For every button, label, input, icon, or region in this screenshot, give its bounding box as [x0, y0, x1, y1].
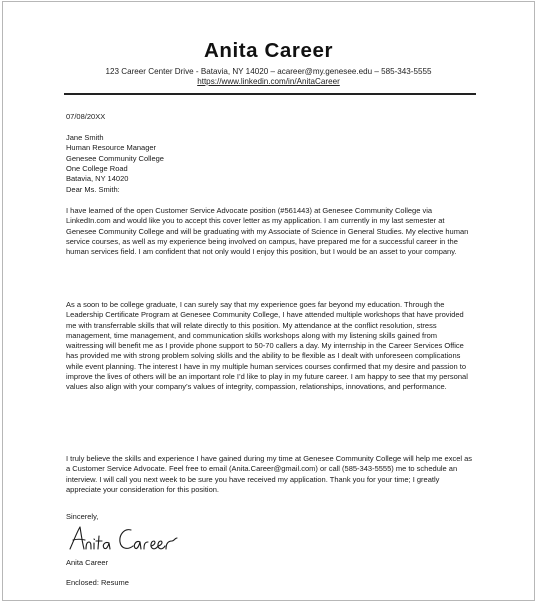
sender-contact-line: 123 Career Center Drive - Batavia, NY 14020 – acareer@my.genesee.edu – 585-343-5555 [105, 67, 432, 76]
recipient-line: One College Road [66, 163, 128, 173]
body-paragraph: I truly believe the skills and experience I have gained during my time at Genesee Community College will help me excel as a Customer Service Advocate. Feel free to email (Anita.Career@gmail.com) or call (585-343-5555) me to schedule an interview. I will call you next week to be sure you have received my application. Thank you for your time; I greatly appreciate your consideration for this position. [66, 454, 473, 494]
linkedin-line [3, 77, 534, 86]
salutation: Dear Ms. Smith: [66, 185, 120, 194]
body-paragraph: I have learned of the open Customer Service Advocate position (#561443) at Genesee Community College via LinkedIn.com and would like you to accept this cover letter as my application. I am currently in my last semester at Genesee Community College and will be graduating with my Associate of Science in General Studies. My elective human service courses, as well as my experience being involved on campus, have prepared me for a successful career in the human services field. I am confident that not only would I enjoy this position, but I would be an asset to your company. [66, 206, 469, 257]
linkedin-link[interactable]: https://www.linkedin.com/in/AnitaCareer [197, 77, 340, 86]
enclosure-note: Enclosed: Resume [66, 578, 129, 587]
header-divider [64, 93, 476, 95]
letter-page [2, 1, 535, 601]
recipient-line: Jane Smith [66, 133, 104, 142]
body-paragraph: As a soon to be college graduate, I can surely say that my experience goes far beyond my education. Through the Leadership Certificate Program at Genesee Community College, I have attended multiple workshops that have provided me with transferrable skills that will relate directly to this position. My attendance at the conflict resolution, stress management, time management, and communication skills workshops along with my listening skills gained from waitressing will benefit me as I provide phone support to 50-70 callers a day. My internship in the Career Services Office has provided me with strong problem solving skills and the ability to be flexible as I dealt with unforeseen complications while event planning. The interest I have in my multiple human services courses confirmed that my desire and passion to improve the lives of others will be an important role I’d like to play in my future career. I am happy to see that my personal values also align with your company’s values of integrity, compassion, relationships, innovations, and performance. [66, 300, 468, 392]
recipient-line: Batavia, NY 14020 [66, 174, 129, 184]
recipient-address [66, 133, 476, 184]
sender-name: Anita Career [203, 39, 334, 62]
closing: Sincerely, [66, 512, 99, 521]
signature-name: Anita Career [66, 558, 109, 567]
recipient-line: Human Resource Manager [66, 143, 157, 153]
recipient-line: Genesee Community College [66, 153, 164, 163]
letter-date: 07/08/20XX [66, 112, 106, 121]
handwritten-signature [67, 522, 207, 556]
